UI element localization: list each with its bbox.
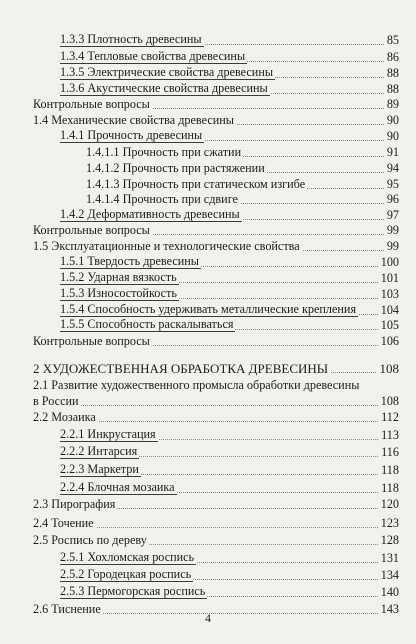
toc-entry-title: 1.3.4 Тепловые свойства древесины xyxy=(60,49,246,63)
toc-row xyxy=(0,551,416,566)
toc-row xyxy=(0,97,416,112)
toc-entry-page: 88 xyxy=(384,66,399,81)
page-number: 4 xyxy=(205,611,211,625)
toc-row xyxy=(0,129,416,144)
dot-leader xyxy=(33,404,392,406)
toc-row xyxy=(0,255,416,270)
toc-entry-page: 91 xyxy=(384,145,399,160)
toc-entry-title: 2.3 Пирография xyxy=(33,497,116,511)
toc-entry-page: 120 xyxy=(378,497,399,512)
toc-entry-page: 90 xyxy=(384,129,399,144)
toc-row xyxy=(0,161,416,176)
toc-entry-page: 86 xyxy=(384,50,399,65)
toc-row xyxy=(0,271,416,286)
toc-entry-page: 89 xyxy=(384,97,399,112)
toc-row xyxy=(0,585,416,600)
toc-entry-title: 1.4 Механические свойства древесины xyxy=(33,113,234,127)
toc-entry-title: 2.2.4 Блочная мозаика xyxy=(60,480,175,494)
toc-entry-title: 1.5 Эксплуатационные и технологические свойства xyxy=(33,239,300,253)
toc-entry-title: 2.6 Тиснение xyxy=(33,602,101,616)
toc-entry-title: 2.1 Развитие художественного промысла обработки древесины xyxy=(33,378,360,392)
toc-entry-page: 128 xyxy=(378,533,399,548)
toc-row xyxy=(0,66,416,81)
toc-entry-title: 1.5.3 Износостойкость xyxy=(60,286,177,300)
toc-entry-title: 1.5.4 Способность удерживать металлические крепления xyxy=(60,302,357,316)
toc-entry-title: 2.2.3 Маркетри xyxy=(60,462,139,476)
toc-entry-title: 2 ХУДОЖЕСТВЕННАЯ ОБРАБОТКА ДРЕВЕСИНЫ xyxy=(33,361,329,376)
toc-entry-page: 143 xyxy=(378,602,399,617)
toc-row xyxy=(0,445,416,460)
toc-row xyxy=(0,145,416,160)
toc-row xyxy=(0,192,416,207)
toc-row xyxy=(0,239,416,254)
toc-row xyxy=(0,113,416,128)
toc-entry-page: 118 xyxy=(378,481,399,496)
toc-entry-title: в России xyxy=(33,394,79,408)
toc-entry-page: 101 xyxy=(378,271,399,286)
toc-entry-title: 1.4.1.1 Прочность при сжатии xyxy=(86,145,242,159)
toc-row xyxy=(0,177,416,192)
toc-row xyxy=(0,223,416,238)
toc-entry-title: 1.3.6 Акустические свойства древесины xyxy=(60,81,268,95)
toc-entry-page: 106 xyxy=(378,334,399,349)
toc-entry-title: 1.4.2 Деформативность древесины xyxy=(60,207,240,221)
toc-row xyxy=(0,481,416,496)
toc-entry-title: 1.4.1.2 Прочность при растяжении xyxy=(86,161,265,175)
toc-entry-page: 103 xyxy=(378,287,399,302)
toc-entry-page: 99 xyxy=(384,239,399,254)
toc-row xyxy=(0,378,416,393)
toc-entry-title: 2.4 Точение xyxy=(33,516,94,530)
toc-entry-title: 2.2.2 Интарсия xyxy=(60,444,138,458)
toc-entry-title: 2.5.1 Хохломская роспись xyxy=(60,550,195,564)
toc-row xyxy=(0,568,416,583)
toc-entry-title: Контрольные вопросы xyxy=(33,97,150,111)
toc-row xyxy=(0,50,416,65)
toc-entry-page: 97 xyxy=(384,208,399,223)
toc-entry-title: 1.4.1.3 Прочность при статическом изгибе xyxy=(86,177,306,191)
toc-entry-title: 1.5.2 Ударная вязкость xyxy=(60,270,177,284)
toc-entry-page: 90 xyxy=(384,113,399,128)
toc-row xyxy=(0,82,416,97)
toc-entry-page: 96 xyxy=(384,192,399,207)
toc-entry-page: 118 xyxy=(378,463,399,478)
toc-row xyxy=(0,208,416,223)
toc-entry-title: 2.2 Мозаика xyxy=(33,410,96,424)
toc-entry-title: Контрольные вопросы xyxy=(33,223,150,237)
toc-entry-page: 112 xyxy=(378,410,399,425)
toc-row xyxy=(0,361,416,376)
toc-entry-title: 2.5.3 Пермогорская роспись xyxy=(60,584,206,598)
toc-entry-title: 1.4.1.4 Прочность при сдвиге xyxy=(86,192,238,206)
toc-entry-title: 1.5.1 Твердость древесины xyxy=(60,254,199,268)
toc-row xyxy=(0,463,416,478)
toc-entry-page: 131 xyxy=(378,551,399,566)
toc-entry-title: 1.3.3 Плотность древесины xyxy=(60,32,202,46)
toc-row xyxy=(0,410,416,425)
toc-entry-page: 95 xyxy=(384,177,399,192)
toc-entry-page: 140 xyxy=(378,585,399,600)
toc-row xyxy=(0,303,416,318)
toc-row xyxy=(0,533,416,548)
toc-entry-page: 105 xyxy=(378,318,399,333)
toc-row xyxy=(0,516,416,531)
toc-entry-title: 1.4.1 Прочность древесины xyxy=(60,128,203,142)
toc-row xyxy=(0,334,416,349)
toc-row xyxy=(0,394,416,409)
toc-entry-page: 134 xyxy=(378,568,399,583)
toc-entry-page: 100 xyxy=(378,255,399,270)
toc-entry-page: 113 xyxy=(378,428,399,443)
toc-entry-page: 123 xyxy=(378,516,399,531)
toc-entry-title: 2.2.1 Инкрустация xyxy=(60,427,156,441)
toc-row xyxy=(0,287,416,302)
toc-row xyxy=(0,497,416,512)
toc-entry-page: 104 xyxy=(378,303,399,318)
toc-row xyxy=(0,428,416,443)
toc-entry-page: 85 xyxy=(384,33,399,48)
toc-entry-page: 88 xyxy=(384,82,399,97)
toc-entry-title: Контрольные вопросы xyxy=(33,334,150,348)
toc-entry-page: 108 xyxy=(377,361,400,376)
toc-entry-title: 1.5.5 Способность раскалываться xyxy=(60,317,234,331)
toc-entry-page: 99 xyxy=(384,223,399,238)
toc-entry-title: 2.5.2 Городецкая роспись xyxy=(60,567,192,581)
toc-entry-page: 116 xyxy=(378,445,399,460)
toc-entry-title: 1.3.5 Электрические свойства древесины xyxy=(60,65,274,79)
toc-entry-title: 2.5 Роспись по дереву xyxy=(33,533,147,547)
toc-row xyxy=(0,33,416,48)
toc-entry-page: 94 xyxy=(384,161,399,176)
toc-entry-page: 108 xyxy=(378,394,399,409)
toc-row xyxy=(0,318,416,333)
